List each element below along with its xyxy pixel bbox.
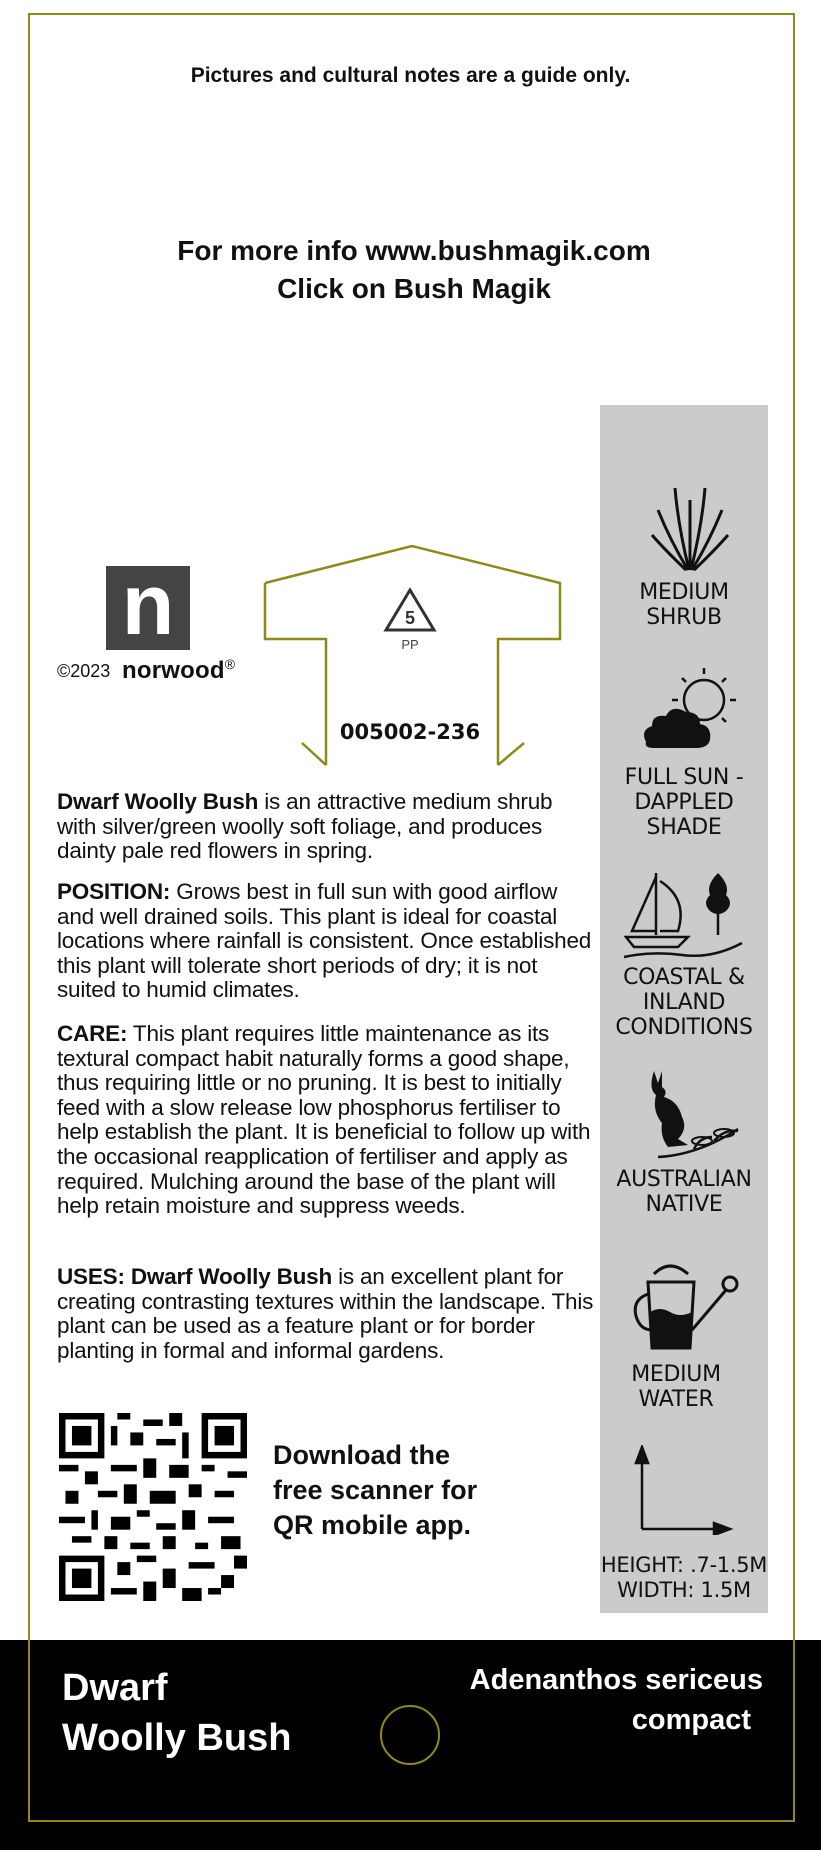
norwood-logo: n (106, 566, 190, 650)
info-sidebar (600, 405, 768, 1613)
sun-label (600, 765, 768, 840)
coastal-label-3: CONDITIONS (615, 1015, 753, 1040)
brand-text: norwood (122, 657, 225, 684)
intro-plant-name: Dwarf Woolly Bush (57, 789, 259, 814)
qr-line-1: Download the (273, 1440, 450, 1470)
size-arrows-icon (634, 1445, 734, 1535)
qr-code[interactable] (59, 1413, 247, 1601)
coastal-label-1: COASTAL & (623, 965, 745, 990)
care-label: CARE: (57, 1021, 128, 1046)
water-label-1: MEDIUM (631, 1362, 721, 1387)
registered-mark: ® (224, 656, 236, 672)
recycle-label: PP (401, 637, 419, 652)
footer-border-right (793, 1640, 795, 1822)
footer-border-left (28, 1640, 30, 1822)
common-name-1: Dwarf (62, 1667, 168, 1709)
native-label-2: NATIVE (645, 1192, 723, 1217)
water-label-2: WATER (638, 1387, 714, 1412)
intro-text: is an attractive medium shrub with silver/green woolly soft foliage, and produces dainty pale red flowers in spring. (57, 789, 553, 864)
qr-line-3: QR mobile app. (273, 1510, 472, 1540)
coastal-label (600, 965, 768, 1040)
height-label: HEIGHT: .7-1.5M (600, 1553, 768, 1577)
coastal-icon (622, 865, 746, 965)
more-info-url[interactable]: For more info www.bushmagik.com (177, 235, 651, 266)
uses-paragraph (57, 1265, 597, 1363)
recycle-icon (382, 586, 438, 636)
qr-line-2: free scanner for (273, 1475, 478, 1505)
sun-label-1: FULL SUN - (624, 765, 744, 790)
watering-can-icon (630, 1260, 745, 1355)
kangaroo-icon (638, 1067, 748, 1167)
care-text: This plant requires little maintenance as its textural compact habit naturally forms a good shape, thus requiring little or no pruning. It is best to initially feed with a slow release low phosphorus fertiliser to help establish the plant. It is beneficial to follow up with the occasional reapplication of fertiliser and apply as required. Mulching around the base of the plant will help retain moisture and suppress weeds. (57, 1021, 591, 1219)
footer-border-bottom (28, 1820, 795, 1822)
copyright-year: ©2023 (57, 661, 111, 681)
recycle-number: 5 (404, 608, 416, 628)
botanical-name-2: compact (631, 1704, 751, 1736)
common-name (62, 1663, 291, 1763)
brand-name (122, 656, 235, 685)
qr-instructions (273, 1438, 477, 1543)
care-paragraph (57, 1022, 597, 1219)
position-label: POSITION: (57, 879, 171, 904)
botanical-name (470, 1660, 763, 1740)
native-label (600, 1167, 768, 1217)
coastal-label-2: INLAND (642, 990, 726, 1015)
shrub-label-2: SHRUB (646, 605, 722, 630)
botanical-name-1: Adenanthos sericeus (469, 1664, 763, 1696)
uses-text: is an excellent plant for creating contrasting textures within the landscape. This plant can be used as a feature plant or for border planting in formal and informal gardens. (57, 1264, 594, 1363)
sun-label-3: SHADE (646, 815, 722, 840)
hang-hole-circle (380, 1705, 440, 1765)
sun-cloud-icon (636, 660, 746, 760)
position-text: Grows best in full sun with good airflow and well drained soils. This plant is ideal for coastal locations where rainfall is consistent. Once established this plant will tolerate short periods of dry; it is not suited to humid climates. (57, 879, 592, 1003)
width-label: WIDTH: 1.5M (617, 1578, 751, 1602)
uses-label: USES: Dwarf Woolly Bush (57, 1264, 333, 1289)
native-label-1: AUSTRALIAN (616, 1167, 752, 1192)
shrub-label (600, 580, 768, 630)
intro-paragraph (57, 790, 597, 864)
common-name-2: Woolly Bush (62, 1717, 292, 1759)
size-label (600, 1553, 768, 1603)
sun-label-2: DAPPLED (634, 790, 734, 815)
shrub-icon (650, 480, 730, 575)
position-paragraph (57, 880, 597, 1003)
more-info-click: Click on Bush Magik (277, 273, 551, 304)
product-code: 005002-236 (339, 720, 481, 744)
guide-note: Pictures and cultural notes are a guide only. (190, 64, 631, 87)
more-info (0, 232, 821, 308)
shrub-label-1: MEDIUM (639, 580, 729, 605)
water-label (592, 1362, 760, 1412)
